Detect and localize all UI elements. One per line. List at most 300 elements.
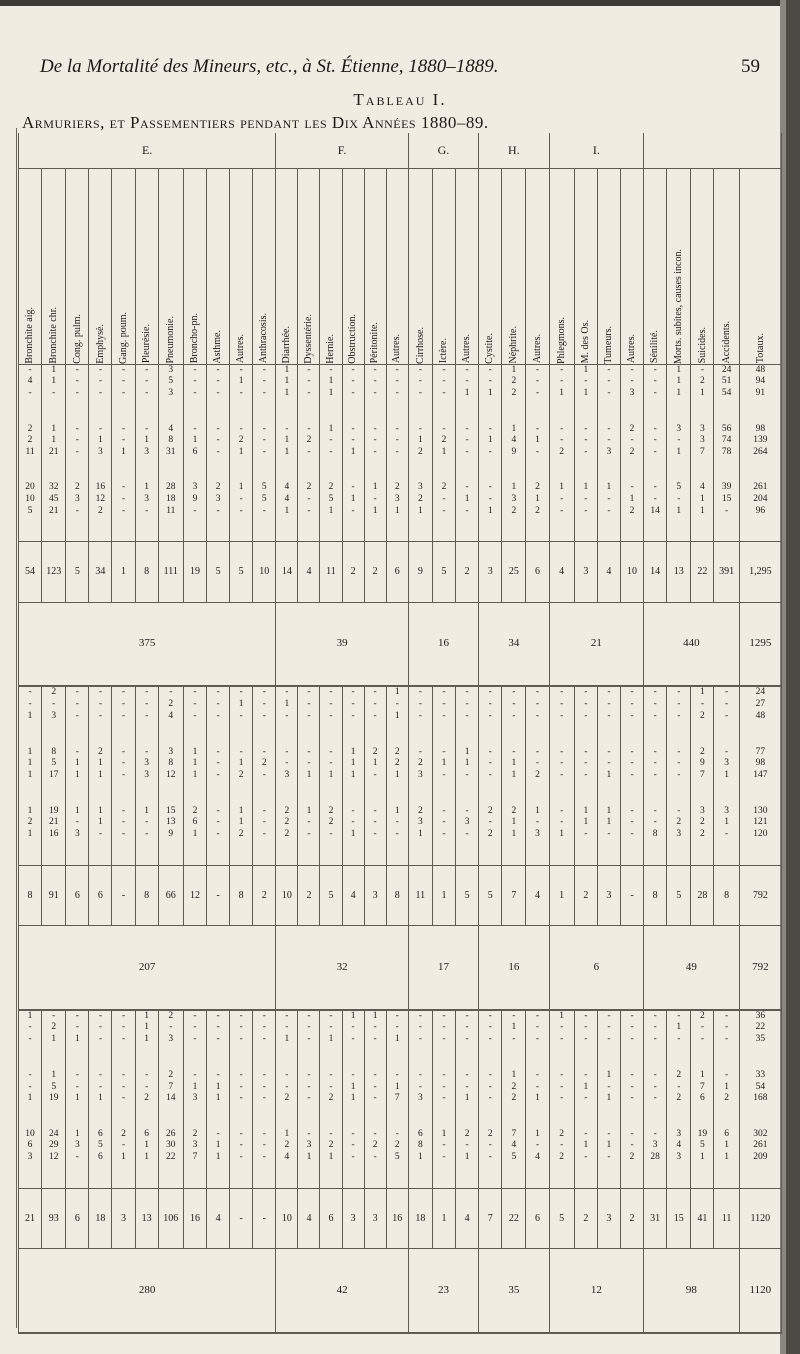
data-cell	[408, 1010, 432, 1070]
data-cell	[574, 686, 597, 746]
cell-value: -	[630, 1022, 634, 1033]
cell-value: -	[442, 364, 446, 375]
subtotal-cell: 4	[526, 865, 549, 925]
cell-value: -	[239, 1010, 243, 1021]
cell-value: 1	[559, 828, 565, 839]
cell-value: -	[607, 364, 611, 375]
cell-value: 5	[261, 493, 267, 504]
cell-value: 4	[676, 1140, 682, 1151]
cell-value: -	[216, 770, 220, 780]
data-cell	[342, 364, 364, 424]
data-cell	[574, 1070, 597, 1129]
cell-value: 1	[350, 1081, 356, 1092]
cell-value: 2	[394, 746, 400, 757]
cell-value: -	[75, 505, 79, 516]
year-row-group	[19, 482, 782, 542]
cell-value: 7	[192, 1152, 198, 1162]
cell-value: -	[307, 1093, 311, 1104]
cell-value: -	[442, 1010, 446, 1021]
cell-value: -	[28, 387, 32, 398]
subtotal-cell: 2	[574, 865, 597, 925]
subtotal-cell: 11	[320, 542, 342, 602]
subtotal-cell: 106	[158, 1188, 183, 1248]
cell-value: 3	[306, 1140, 312, 1151]
cell-value: -	[465, 1081, 469, 1092]
cell-value: 1	[350, 828, 356, 839]
data-cell	[739, 1070, 781, 1129]
cell-value: 5	[700, 1140, 705, 1151]
cell-value: 48	[755, 710, 766, 721]
column-header-label: Pleurésie.	[140, 324, 152, 364]
data-cell	[183, 686, 206, 746]
cell-value: -	[560, 1070, 564, 1081]
cell-value: -	[307, 828, 311, 839]
cell-value: 3	[51, 710, 57, 721]
subtotal-cell: 792	[739, 865, 781, 925]
cell-value: 2	[27, 435, 33, 446]
cell-value: -	[512, 746, 516, 757]
subtotal-cell: 10	[276, 1188, 298, 1248]
subtotal-cell: 10	[276, 865, 298, 925]
cell-value: -	[512, 1010, 516, 1021]
cell-value: 36	[755, 1010, 766, 1021]
data-cell	[19, 424, 42, 483]
cell-value: 96	[755, 505, 766, 516]
data-cell	[691, 1070, 714, 1129]
cell-value: 11	[25, 446, 35, 457]
cell-value: 2	[700, 1010, 705, 1021]
data-cell	[135, 1129, 158, 1189]
subtotal-cell: 11	[408, 865, 432, 925]
data-cell	[691, 686, 714, 746]
data-cell	[364, 686, 386, 746]
data-cell	[479, 364, 502, 424]
cell-value: -	[488, 746, 492, 757]
cell-value: 2	[464, 1128, 470, 1139]
cell-value: 1	[464, 746, 470, 757]
cell-value: -	[145, 387, 149, 398]
cell-value: 1	[464, 387, 470, 398]
cell-value: -	[98, 1081, 103, 1092]
data-cell	[479, 806, 502, 866]
data-cell	[364, 1010, 386, 1070]
cell-value: 3	[144, 770, 150, 780]
subtotal-cell: 2	[574, 1188, 597, 1248]
subtotal-cell: 4	[597, 542, 620, 602]
cell-value: -	[307, 1033, 311, 1044]
cell-value: 1	[441, 758, 447, 769]
cell-value: -	[488, 364, 492, 375]
cell-value: -	[677, 770, 681, 780]
data-cell	[597, 1010, 620, 1070]
cell-value: 1	[284, 435, 290, 446]
cell-value: -	[535, 1070, 540, 1081]
cell-value: -	[560, 817, 564, 828]
cell-value: 1	[328, 423, 334, 434]
cell-value: -	[653, 687, 657, 698]
cell-value: 74	[721, 435, 732, 446]
cell-value: -	[98, 699, 103, 709]
cell-value: -	[560, 1140, 564, 1151]
cell-value: 1	[144, 482, 150, 493]
cell-value: 1	[284, 364, 290, 375]
cell-value: -	[145, 1070, 149, 1081]
cell-value: -	[560, 505, 564, 516]
cell-value: -	[535, 446, 540, 457]
cell-value: -	[262, 1128, 266, 1139]
cell-value: -	[98, 710, 103, 721]
subtotal-cell: 11	[714, 1188, 739, 1248]
cell-value: -	[630, 1010, 634, 1021]
cell-value: -	[145, 505, 149, 516]
cell-value: -	[630, 770, 634, 780]
cell-value: 3	[652, 1140, 658, 1151]
cell-value: 24	[755, 687, 766, 698]
cell-value: -	[418, 387, 422, 398]
data-cell	[66, 747, 89, 806]
group-total-i: 12	[549, 1249, 644, 1333]
cell-value: -	[169, 687, 173, 698]
column-header-label: Phlegmons.	[555, 316, 567, 364]
cell-value: -	[584, 1093, 588, 1104]
year-row-group	[19, 806, 782, 866]
grand-total: 792	[739, 926, 781, 1010]
data-cell	[342, 686, 364, 746]
cell-value: -	[28, 699, 32, 709]
cell-value: -	[373, 1070, 377, 1081]
cell-value: -	[442, 1152, 446, 1162]
data-cell	[320, 806, 342, 866]
cell-value: -	[329, 1081, 333, 1092]
data-cell	[691, 364, 714, 424]
data-cell	[549, 424, 574, 483]
cell-value: 1	[328, 1152, 334, 1162]
data-cell	[574, 806, 597, 866]
cell-value: 1	[144, 1022, 150, 1033]
cell-value: -	[607, 493, 611, 504]
cell-value: -	[584, 376, 588, 387]
subtotal-cell: 2	[253, 865, 276, 925]
cell-value: -	[28, 1033, 32, 1044]
cell-value: 54	[755, 1081, 766, 1092]
data-cell	[432, 1010, 455, 1070]
column-header-label: Obstruction.	[347, 313, 359, 364]
cell-value: -	[395, 364, 399, 375]
column-header	[230, 168, 253, 364]
data-cell	[320, 482, 342, 542]
cell-value: -	[262, 746, 266, 757]
data-cell	[597, 364, 620, 424]
cell-value: 1	[27, 1093, 33, 1104]
cell-value: 9	[511, 446, 517, 457]
cell-value: -	[512, 687, 516, 698]
cell-value: 16	[95, 482, 106, 493]
cell-value: -	[329, 699, 333, 709]
data-cell	[432, 1070, 455, 1129]
cell-value: -	[75, 1152, 79, 1162]
year-row-group	[19, 747, 782, 806]
cell-value: 3	[676, 423, 682, 434]
data-cell	[135, 747, 158, 806]
cell-value: -	[465, 435, 469, 446]
cell-value: -	[418, 746, 422, 757]
subtotal-cell: 22	[691, 542, 714, 602]
data-cell	[207, 482, 230, 542]
group-total-e: 375	[19, 602, 276, 686]
cell-value: -	[121, 493, 126, 504]
cell-value: -	[584, 505, 588, 516]
data-cell	[432, 482, 455, 542]
cell-value: -	[724, 746, 729, 757]
column-header-label: Asthme.	[212, 329, 224, 364]
running-head	[40, 56, 760, 78]
subtotal-cell: 28	[691, 865, 714, 925]
data-cell	[320, 1129, 342, 1189]
subtotal-cell: 4	[456, 1188, 479, 1248]
mortality-table	[18, 133, 782, 1334]
cell-value: 1	[417, 435, 423, 446]
cell-value: -	[262, 710, 266, 721]
data-cell	[158, 686, 183, 746]
data-cell	[276, 364, 298, 424]
cell-value: -	[351, 1140, 355, 1151]
cell-value: 1	[676, 376, 682, 387]
data-cell	[276, 806, 298, 866]
data-cell	[502, 806, 526, 866]
cell-value: -	[193, 1022, 197, 1033]
cell-value: -	[560, 435, 564, 446]
cell-value: 1	[238, 758, 244, 769]
cell-value: -	[535, 1140, 540, 1151]
subtotal-cell: 5	[320, 865, 342, 925]
cell-value: -	[329, 758, 333, 769]
cell-value: -	[724, 687, 729, 698]
data-cell	[42, 806, 66, 866]
data-cell	[207, 424, 230, 483]
data-cell	[408, 1070, 432, 1129]
cell-value: -	[653, 1010, 657, 1021]
data-cell	[158, 1070, 183, 1129]
column-header-label: Pneumonie.	[165, 316, 176, 364]
data-cell	[644, 1010, 667, 1070]
subtotal-cell: 13	[135, 1188, 158, 1248]
cell-value: -	[607, 435, 611, 446]
cell-value: 2	[328, 1093, 334, 1104]
cell-value: 2	[238, 770, 244, 780]
subtotal-cell: 3	[364, 865, 386, 925]
column-header-label: Hernie.	[325, 333, 337, 364]
cell-value: -	[584, 493, 588, 504]
cell-value: -	[98, 687, 103, 698]
cell-value: 6	[98, 1152, 103, 1162]
cell-value: 1	[306, 1152, 312, 1162]
cell-value: 20	[25, 482, 35, 493]
group-total-row	[19, 602, 782, 686]
subtotal-cell: 8	[230, 865, 253, 925]
column-header-label: Emphysè.	[94, 323, 106, 364]
cell-value: -	[418, 1022, 422, 1033]
subtotal-cell: 14	[276, 542, 298, 602]
cell-value: -	[560, 1081, 564, 1092]
data-cell	[253, 1010, 276, 1070]
data-cell	[66, 364, 89, 424]
cell-value: 1	[238, 699, 244, 709]
subtotal-cell: 3	[597, 1188, 620, 1248]
data-cell	[620, 747, 643, 806]
cell-value: 1	[372, 505, 378, 516]
cell-value: -	[239, 364, 243, 375]
cell-value: -	[329, 435, 333, 446]
subtotal-row	[19, 865, 782, 925]
cell-value: 7	[700, 446, 705, 457]
cell-value: -	[488, 1152, 492, 1162]
data-cell	[691, 424, 714, 483]
cell-value: 1	[700, 687, 705, 698]
cell-value: 1	[238, 446, 244, 457]
cell-value: -	[285, 1081, 289, 1092]
data-cell	[644, 686, 667, 746]
cell-value: -	[329, 1010, 333, 1021]
data-cell	[691, 747, 714, 806]
cell-value: -	[418, 1070, 422, 1081]
cell-value: 2	[417, 805, 423, 816]
cell-value: -	[418, 1033, 422, 1044]
cell-value: -	[442, 770, 446, 780]
column-header	[298, 168, 320, 364]
cell-value: 2	[27, 817, 33, 828]
subtotal-cell: 6	[386, 542, 408, 602]
data-cell	[42, 364, 66, 424]
cell-value: 2	[121, 1128, 126, 1139]
cell-value: 1	[350, 446, 356, 457]
data-cell	[739, 747, 781, 806]
data-cell	[691, 482, 714, 542]
data-cell	[502, 364, 526, 424]
cell-value: 1	[441, 446, 447, 457]
data-cell	[691, 1010, 714, 1070]
cell-value: 7	[511, 1128, 517, 1139]
subtotal-cell: 19	[183, 542, 206, 602]
cell-value: -	[630, 687, 634, 698]
cell-value: -	[216, 699, 220, 709]
cell-value: -	[630, 376, 634, 387]
cell-value: -	[307, 817, 311, 828]
cell-value: -	[724, 505, 729, 516]
cell-value: -	[465, 1033, 469, 1044]
cell-value: -	[653, 817, 657, 828]
cell-value: 2	[417, 446, 423, 457]
column-header-label: Morts. subites, causes incon.	[672, 248, 684, 364]
cell-value: 1	[192, 746, 198, 757]
cell-value: 2	[168, 1010, 174, 1021]
cell-value: -	[488, 482, 492, 493]
data-cell	[253, 1070, 276, 1129]
subtotal-cell: 1,295	[739, 542, 781, 602]
data-cell	[667, 806, 691, 866]
table-title: Tableau I.	[353, 90, 447, 109]
data-cell	[135, 806, 158, 866]
cell-value: 1	[724, 770, 729, 780]
cell-value: 1	[583, 364, 589, 375]
cell-value: -	[373, 1081, 377, 1092]
data-cell	[298, 1010, 320, 1070]
cell-value: 1	[535, 805, 540, 816]
cell-value: -	[584, 446, 588, 457]
data-cell	[276, 482, 298, 542]
data-cell	[620, 424, 643, 483]
group-total-i: 6	[549, 926, 644, 1010]
cell-value: 45	[48, 493, 59, 504]
cell-value: 2	[511, 505, 517, 516]
cell-value: 2	[535, 482, 540, 493]
cell-value: -	[329, 746, 333, 757]
data-cell	[408, 806, 432, 866]
cell-value: -	[75, 435, 79, 446]
cell-value: -	[724, 699, 729, 709]
cell-value: 1	[284, 1033, 290, 1044]
cell-value: -	[285, 1010, 289, 1021]
data-cell	[230, 686, 253, 746]
cell-value: 2	[328, 805, 334, 816]
cell-value: 4	[284, 482, 290, 493]
subtotal-row	[19, 1188, 782, 1248]
cell-value: -	[395, 387, 399, 398]
cell-value: 1	[606, 1093, 612, 1104]
cell-value: 1	[284, 376, 290, 387]
cell-value: -	[307, 746, 311, 757]
cell-value: 1	[98, 1093, 103, 1104]
cell-value: -	[329, 710, 333, 721]
cell-value: -	[239, 1152, 243, 1162]
cell-value: -	[52, 1010, 56, 1021]
cell-value: -	[262, 1033, 266, 1044]
data-cell	[644, 1070, 667, 1129]
cell-value: 2	[700, 828, 705, 839]
cell-value: -	[584, 687, 588, 698]
cell-value: -	[442, 1022, 446, 1033]
cell-value: 1	[238, 805, 244, 816]
cell-value: 2	[284, 1093, 290, 1104]
cell-value: -	[351, 1128, 355, 1139]
subtotal-cell: 34	[89, 542, 112, 602]
cell-value: 1	[606, 805, 612, 816]
cell-value: -	[653, 364, 657, 375]
cell-value: 3	[74, 828, 80, 839]
cell-value: 1	[74, 1033, 80, 1044]
cell-value: 264	[753, 446, 768, 457]
cell-value: -	[653, 710, 657, 721]
cell-value: 4	[168, 423, 174, 434]
subtotal-cell: 123	[42, 542, 66, 602]
data-cell	[597, 1129, 620, 1189]
cell-value: -	[216, 376, 220, 387]
cell-value: -	[488, 1081, 492, 1092]
subtotal-cell: 22	[502, 1188, 526, 1248]
cell-value: 3	[98, 446, 103, 457]
cell-value: -	[329, 1022, 333, 1033]
cell-value: 12	[95, 493, 106, 504]
cell-value: -	[216, 446, 220, 457]
cell-value: -	[373, 1152, 377, 1162]
subtotal-cell: 14	[644, 542, 667, 602]
data-cell	[320, 364, 342, 424]
cell-value: -	[75, 364, 79, 375]
data-cell	[89, 1010, 112, 1070]
data-cell	[183, 806, 206, 866]
data-cell	[112, 1129, 135, 1189]
cell-value: -	[418, 687, 422, 698]
data-cell	[386, 686, 408, 746]
